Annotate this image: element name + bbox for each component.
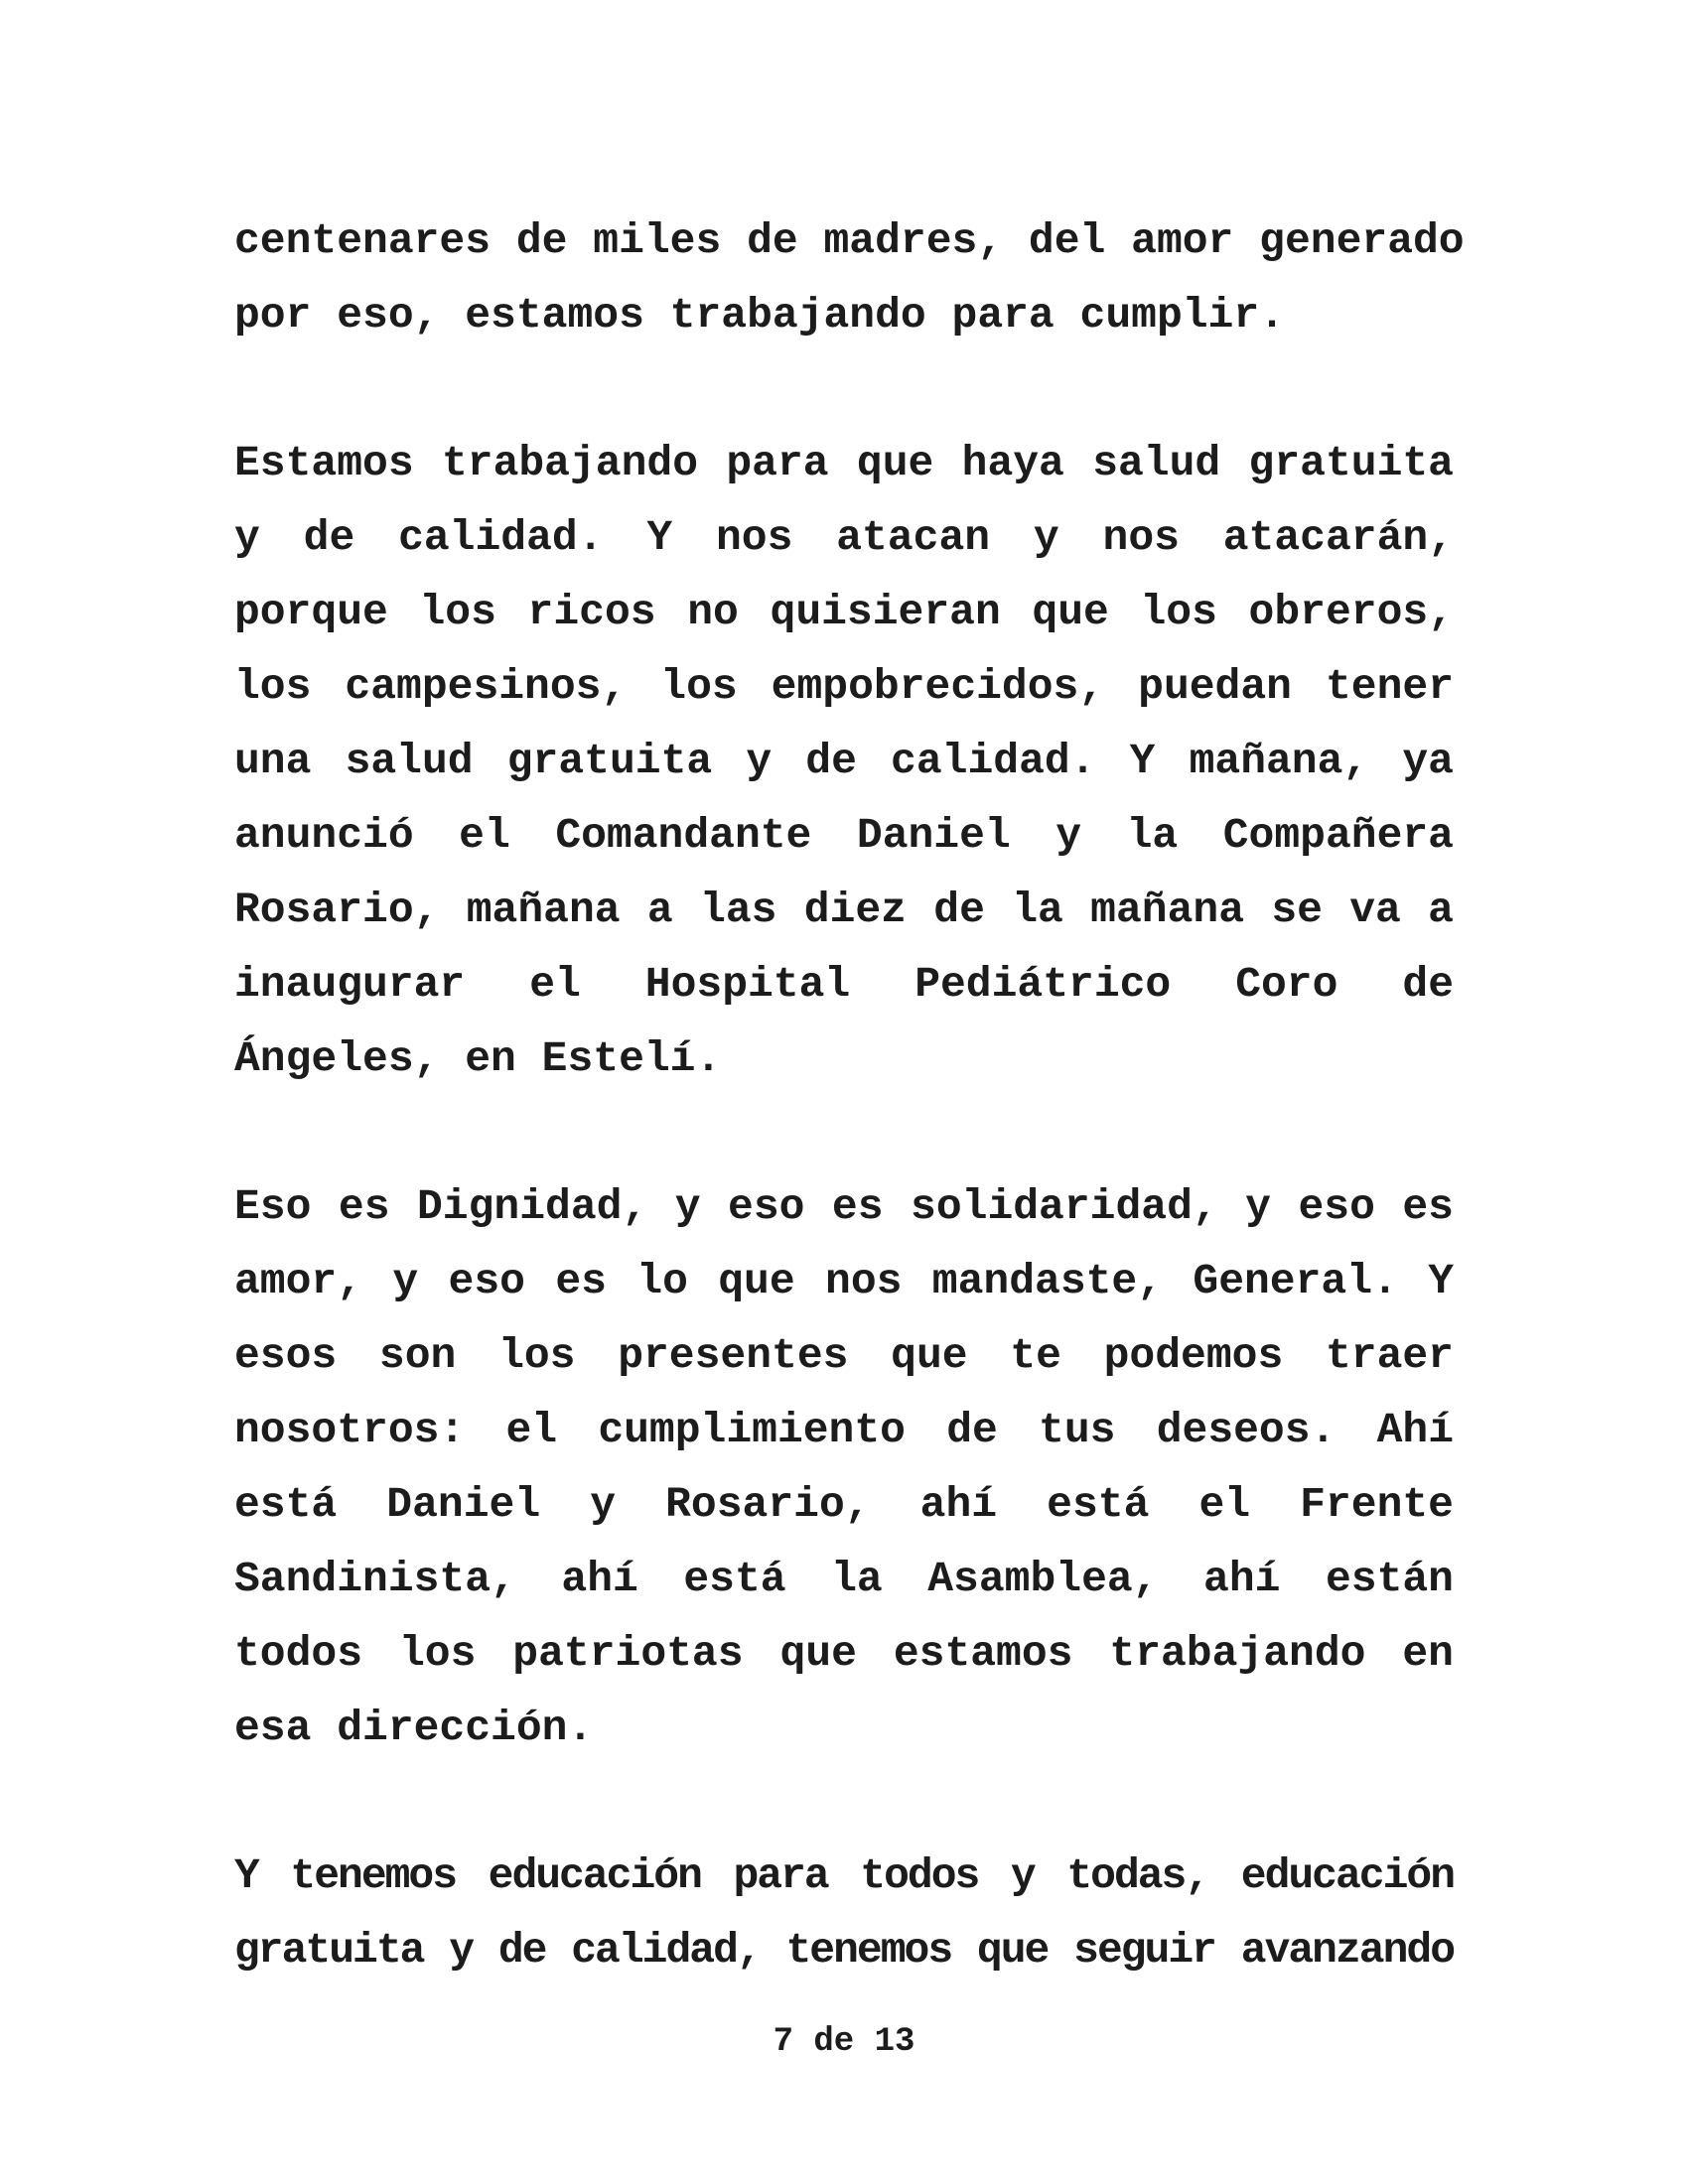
text-line: todos los patriotas que estamos trabajando en	[234, 1629, 1454, 1678]
paragraph-spacer	[234, 352, 1454, 426]
text-line: esa dirección.	[234, 1704, 594, 1752]
text-line: Estamos trabajando para que haya salud gratuita	[234, 439, 1454, 487]
text-line: inaugurar el Hospital Pediátrico Coro de	[234, 960, 1454, 1009]
paragraph-4	[234, 1839, 1454, 1987]
text-line: por eso, estamos trabajando para cumplir.	[234, 291, 1285, 340]
paragraph-3	[234, 1169, 1454, 1765]
text-line: una salud gratuita y de calidad. Y mañana, ya	[234, 737, 1454, 785]
text-line: los campesinos, los empobrecidos, puedan tener	[234, 662, 1454, 711]
text-line: Y tenemos educación para todos y todas, educación	[234, 1851, 1454, 1900]
paragraph-2	[234, 426, 1454, 1096]
text-line: porque los ricos no quisieran que los obreros,	[234, 588, 1454, 636]
text-line: nosotros: el cumplimiento de tus deseos. Ahí	[234, 1406, 1454, 1454]
text-line: esos son los presentes que te podemos traer	[234, 1331, 1454, 1380]
text-line: amor, y eso es lo que nos mandaste, General. Y	[234, 1257, 1454, 1305]
paragraph-spacer	[234, 1765, 1454, 1839]
text-line: anunció el Comandante Daniel y la Compañera	[234, 811, 1454, 860]
body-text	[234, 204, 1465, 1987]
text-line: está Daniel y Rosario, ahí está el Frente	[234, 1480, 1454, 1529]
page-number: 7 de 13	[773, 2023, 915, 2061]
text-line: Rosario, mañana a las diez de la mañana se va a	[234, 886, 1454, 934]
paragraph-spacer	[234, 1096, 1454, 1169]
text-line: centenares de miles de madres, del amor generado	[234, 216, 1465, 265]
text-line: Sandinista, ahí está la Asamblea, ahí están	[234, 1555, 1454, 1603]
text-line: gratuita y de calidad, tenemos que seguir avanzando	[234, 1926, 1454, 1975]
text-line: Ángeles, en Estelí.	[234, 1034, 722, 1083]
paragraph-1	[234, 204, 1465, 352]
text-line: Eso es Dignidad, y eso es solidaridad, y eso es	[234, 1182, 1454, 1231]
text-line: y de calidad. Y nos atacan y nos atacarán,	[234, 513, 1454, 562]
